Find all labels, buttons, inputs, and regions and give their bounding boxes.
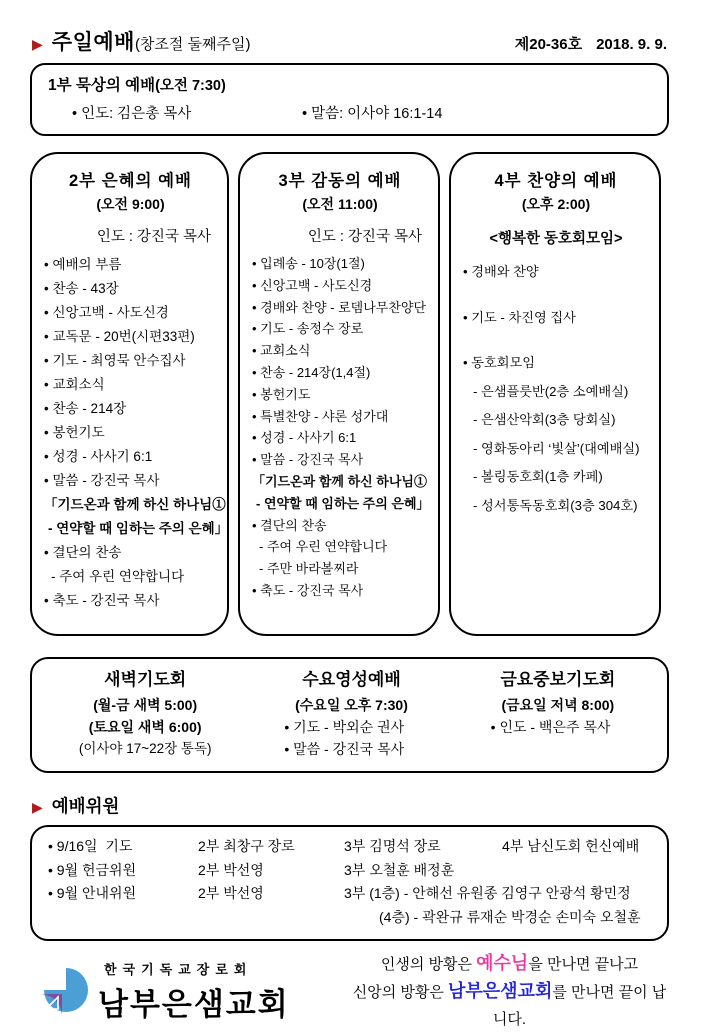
list-item: • 봉헌기도 xyxy=(252,386,311,402)
committee-cell: 3부 (1층) - 안해선 유원종 김영구 안광석 황민정 xyxy=(344,885,631,901)
list-item: • 교회소식 xyxy=(252,343,311,359)
list-item: • 인도 - 백은주 목사 xyxy=(490,719,611,735)
committee-row xyxy=(48,882,651,906)
slogan-text: 인생의 방황은 xyxy=(380,956,477,973)
service3-title: 3부 감동의 예배 xyxy=(278,172,402,190)
list-item: - 은샘산악회(3층 당회실) xyxy=(473,412,616,427)
list-item: • 입례송 - 10장(1절) xyxy=(252,256,365,271)
header-right xyxy=(515,33,667,54)
list-item: • 말씀 - 강진국 목사 xyxy=(252,452,364,468)
committee-cell: 2부 박선영 xyxy=(198,861,264,878)
weekday-services-box xyxy=(30,657,669,773)
list-item: 「기드온과 함께 하신 하나님① xyxy=(252,473,427,489)
list-item: - 연약할 때 임하는 주의 은혜」 xyxy=(256,495,430,511)
slogan-text: 를 만나면 끝이 납니다. xyxy=(492,984,667,1028)
slogan-text: 을 만나면 끝나고 xyxy=(528,956,639,973)
list-item: • 경배와 찬양 xyxy=(463,264,539,279)
list-item: • 축도 - 강진국 목사 xyxy=(252,582,364,598)
slogan-highlight-church: 남부은샘교회 xyxy=(448,981,553,1001)
service1-details xyxy=(48,102,651,123)
list-item: - 은샘플룻반(2층 소예배실) xyxy=(473,383,629,399)
list-item: • 성경 - 사사기 6:1 xyxy=(252,430,357,446)
service2-box xyxy=(30,152,229,636)
church-logo-icon xyxy=(38,965,90,1019)
service1-sermon: • 말씀: 이사야 16:1-14 xyxy=(302,106,443,122)
service3-leader: 인도 : 강진국 목사 xyxy=(307,229,422,245)
committee-row xyxy=(48,835,651,859)
list-item: • 동호회모임 xyxy=(463,355,535,370)
slogan-text: 신앙의 방황은 xyxy=(352,984,448,1001)
red-arrow-icon: ▶ xyxy=(32,36,43,52)
issue-number: 제20-36호 xyxy=(514,36,583,53)
service1-box xyxy=(30,63,669,136)
committee-cell xyxy=(48,906,198,930)
friday-prayer-column xyxy=(455,668,661,760)
list-item: • 말씀 - 강진국 목사 xyxy=(284,741,405,757)
list-item: • 경배와 찬양 - 로뎀나무찬양단 xyxy=(252,299,427,315)
committee-cell: 3부 김명석 장로 xyxy=(344,838,441,854)
slogan-line1 xyxy=(350,950,669,978)
list-item: • 찬송 - 43장 xyxy=(44,281,119,296)
dawn-prayer-title: 새벽기도회 xyxy=(104,670,187,689)
committee-header xyxy=(30,793,669,818)
list-item: • 축도 - 강진국 목사 xyxy=(44,593,160,608)
church-brand xyxy=(30,959,350,1024)
footer xyxy=(30,950,669,1033)
friday-prayer-title: 금요중보기도회 xyxy=(500,670,616,689)
list-item: (금요일 저녁 8:00) xyxy=(501,697,615,713)
list-item: - 볼링동호회(1층 카페) xyxy=(473,469,603,484)
committee-row xyxy=(48,859,651,883)
dawn-prayer-lines xyxy=(42,694,248,760)
list-item: - 영화동아리 ‘빛살’(대예배실) xyxy=(473,440,640,456)
service4-subheading: <행복한 동호회모임> xyxy=(489,231,623,247)
service2-leader: 인도 : 강진국 목사 xyxy=(96,229,211,245)
denomination-text: 한국기독교장로회 xyxy=(104,962,253,977)
list-item: - 주여 우린 연약합니다 xyxy=(259,539,388,555)
list-item: - 주여 우린 연약합니다 xyxy=(51,569,185,584)
list-item: (수요일 오후 7:30) xyxy=(295,697,408,713)
list-item: • 봉헌기도 xyxy=(44,425,105,440)
church-name: 남부은샘교회 xyxy=(98,987,290,1022)
list-item: • 결단의 찬송 xyxy=(252,517,327,533)
service4-time: (오후 2:00) xyxy=(521,196,591,212)
list-item: • 성경 - 사사기 6:1 xyxy=(44,449,153,464)
wednesday-service-column xyxy=(248,668,454,760)
wednesday-service-lines xyxy=(248,694,454,760)
list-item: 「기드온과 함께 하신 하나님① xyxy=(44,497,226,512)
committee-cell: 4부 남신도회 헌신예배 xyxy=(502,838,640,854)
committee-cell: 2부 박선영 xyxy=(198,885,264,901)
committee-box xyxy=(30,825,669,941)
list-item: • 기도 - 차진영 집사 xyxy=(463,309,576,325)
service4-order-list xyxy=(461,258,651,520)
list-item: • 예배의 부름 xyxy=(44,257,122,272)
committee-row xyxy=(48,906,651,930)
brand-text xyxy=(98,959,290,1024)
list-item: • 기도 - 최영묵 안수집사 xyxy=(44,353,186,368)
service1-title-text: 1부 묵상의 예배 xyxy=(48,77,156,94)
list-item: • 기도 - 박외순 권사 xyxy=(284,719,405,735)
committee-cell: 2부 최창구 장로 xyxy=(198,838,295,854)
red-arrow-icon: ▶ xyxy=(32,799,43,815)
slogan-highlight-jesus: 예수님 xyxy=(476,953,529,973)
list-item: • 특별찬양 - 샤론 성가대 xyxy=(252,408,389,424)
service4-box xyxy=(449,152,661,636)
list-item: • 신앙고백 - 사도신경 xyxy=(44,305,169,320)
list-item: - 주만 바라볼찌라 xyxy=(259,561,359,577)
service1-title xyxy=(48,73,651,95)
header xyxy=(30,26,669,56)
service3-box xyxy=(238,152,440,636)
list-item: (월-금 새벽 5:00) xyxy=(93,697,198,713)
service4-title: 4부 찬양의 예배 xyxy=(494,172,618,190)
header-left xyxy=(32,26,251,56)
wednesday-service-title: 수요영성예배 xyxy=(302,670,401,689)
slogan xyxy=(350,950,669,1033)
service3-order-list xyxy=(250,253,430,602)
service2-title: 2부 은혜의 예배 xyxy=(69,172,192,190)
list-item: - 연약할 때 임하는 주의 은혜」 xyxy=(48,521,229,536)
committee-cell: 3부 오철훈 배정훈 xyxy=(344,861,455,878)
committee-cell: • 9/16일 기도 xyxy=(48,838,133,854)
issue-date: 2018. 9. 9. xyxy=(596,36,667,53)
list-item: • 찬송 - 214장 xyxy=(44,401,127,416)
committee-heading: 예배위원 xyxy=(51,796,120,816)
service3-time: (오전 11:00) xyxy=(302,196,378,212)
worship-subtitle: (창조절 둘째주일) xyxy=(134,36,251,53)
committee-cell xyxy=(198,906,344,930)
service1-leader: • 인도: 김은총 목사 xyxy=(72,106,192,122)
service-columns xyxy=(30,152,669,636)
list-item: • 기도 - 송정수 장로 xyxy=(252,321,364,337)
list-item: • 찬송 - 214장(1,4절) xyxy=(252,364,371,380)
list-item: • 교독문 - 20번(시편33편) xyxy=(44,329,195,344)
service2-order-list xyxy=(42,253,229,613)
service1-time: (오전 7:30) xyxy=(155,78,226,94)
committee-cell: • 9월 헌금위원 xyxy=(48,861,137,878)
list-item: • 교회소식 xyxy=(44,377,105,392)
list-item: (토요일 새벽 6:00) xyxy=(88,719,202,735)
list-item: • 말씀 - 강진국 목사 xyxy=(44,473,160,488)
service2-time: (오전 9:00) xyxy=(96,196,165,212)
dawn-prayer-column xyxy=(42,668,248,760)
list-item: • 신앙고백 - 사도신경 xyxy=(252,277,373,293)
list-item: • 결단의 찬송 xyxy=(44,545,122,560)
list-item: (이사야 17~22장 통독) xyxy=(78,741,212,756)
committee-cell: • 9월 안내위원 xyxy=(48,885,137,901)
committee-cell: (4층) - 곽완규 류재순 박경순 손미숙 오철훈 xyxy=(379,908,641,925)
worship-title: 주일예배 xyxy=(51,31,135,54)
slogan-line2 xyxy=(350,978,669,1033)
friday-prayer-lines xyxy=(455,694,661,738)
list-item: - 성서통독동호회(3층 304호) xyxy=(473,497,638,513)
